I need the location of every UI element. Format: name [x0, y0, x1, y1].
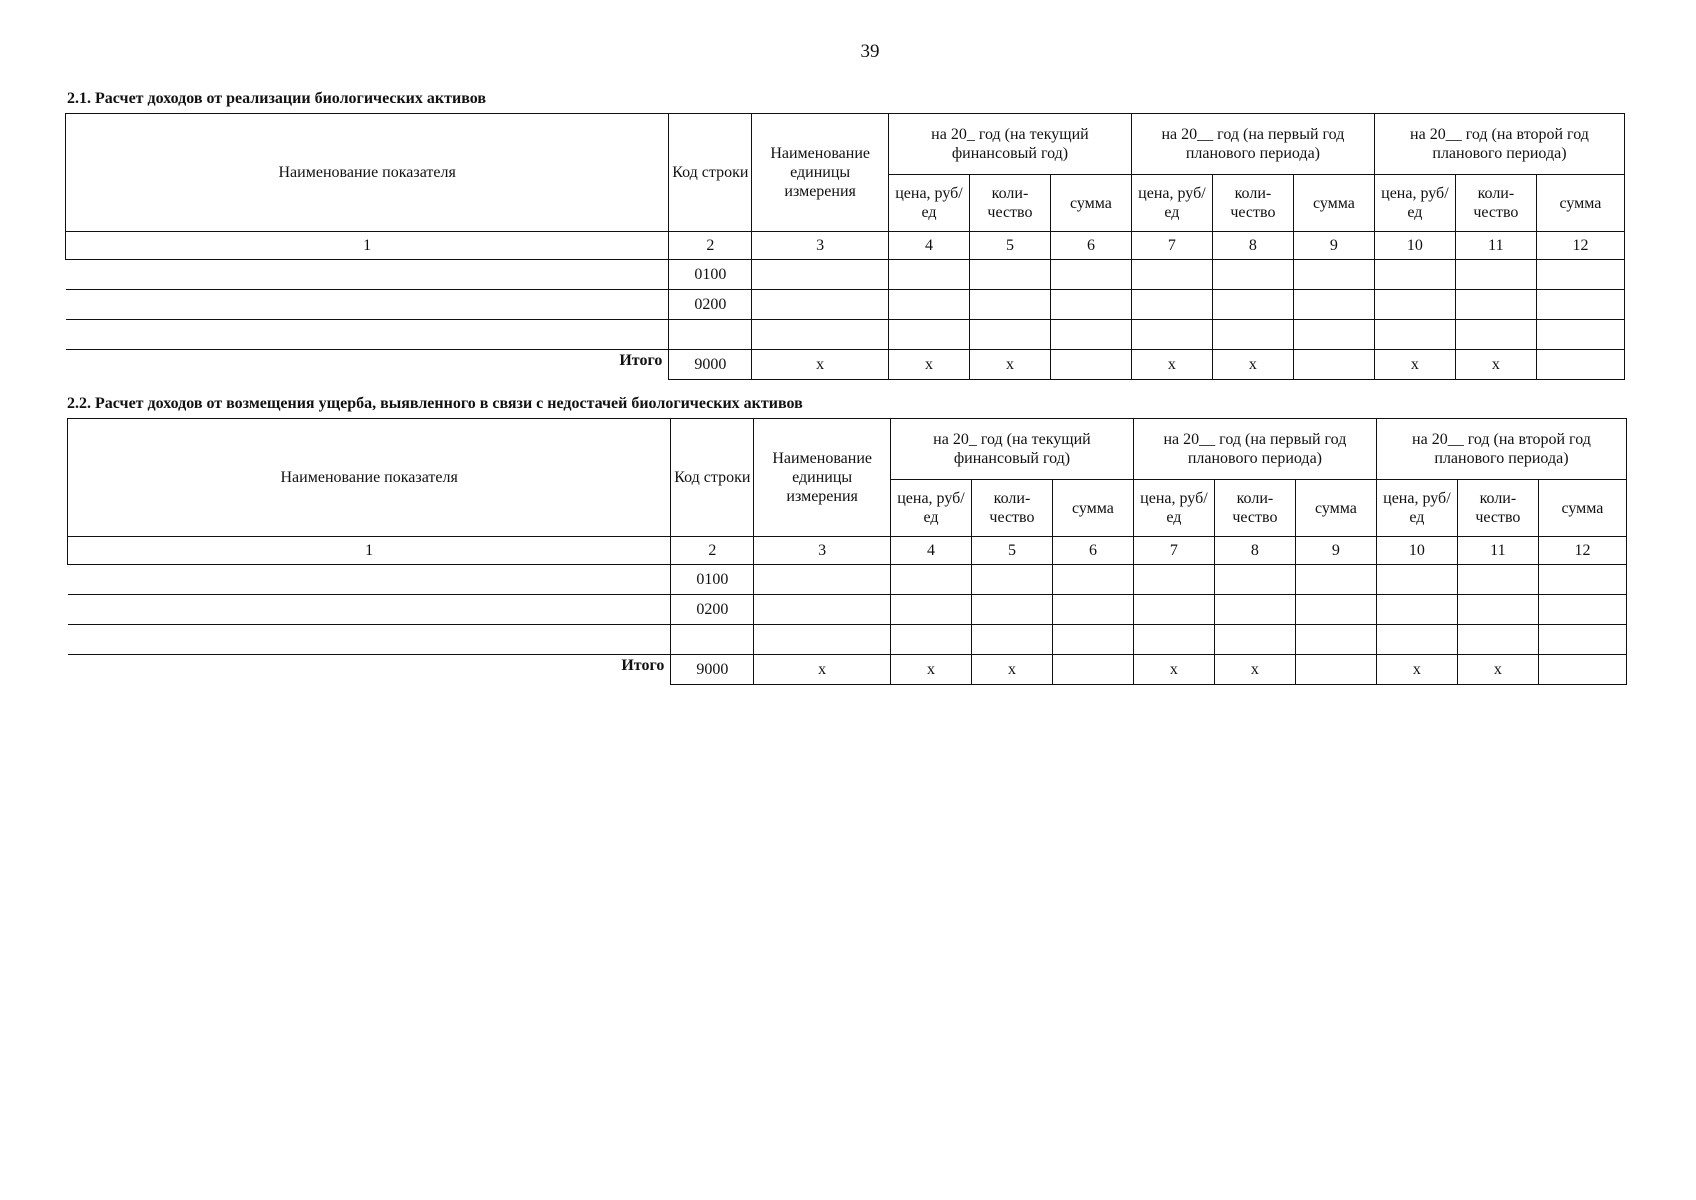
total-cell[interactable]	[1538, 655, 1626, 685]
data-cell[interactable]	[1293, 320, 1374, 350]
data-cell[interactable]	[754, 565, 891, 595]
total-cell: x	[754, 655, 891, 685]
total-cell: x	[1457, 655, 1538, 685]
column-number: 6	[1052, 537, 1133, 565]
header-quantity: коли-чество	[969, 175, 1050, 232]
data-cell[interactable]	[1052, 595, 1133, 625]
page-number: 39	[860, 41, 880, 62]
column-number: 11	[1457, 537, 1538, 565]
data-cell[interactable]	[1052, 565, 1133, 595]
data-cell[interactable]	[1293, 260, 1374, 290]
column-number: 12	[1538, 537, 1626, 565]
total-cell: x	[752, 350, 889, 380]
data-cell[interactable]	[1457, 625, 1538, 655]
total-cell: x	[1455, 350, 1536, 380]
indicator-name-cell[interactable]	[68, 565, 671, 595]
data-cell[interactable]	[890, 595, 971, 625]
total-label: Итого	[68, 655, 671, 685]
header-sum: сумма	[1052, 480, 1133, 537]
data-cell[interactable]	[1455, 290, 1536, 320]
data-cell[interactable]	[1133, 565, 1214, 595]
column-number: 10	[1376, 537, 1457, 565]
header-quantity: коли-чество	[1214, 480, 1295, 537]
header-period-current: на 20_ год (на текущий финансовый год)	[890, 419, 1133, 480]
table-row	[68, 625, 1627, 655]
total-cell: x	[969, 350, 1050, 380]
data-cell[interactable]	[890, 625, 971, 655]
column-number: 2	[671, 537, 754, 565]
column-number: 7	[1133, 537, 1214, 565]
column-number: 1	[68, 537, 671, 565]
section-title-2-2: 2.2. Расчет доходов от возмещения ущерба, выявленного в связи с недостачей биологических активов	[67, 395, 803, 412]
header-row-code: Код строки	[671, 419, 754, 537]
header-period-second-plan: на 20__ год (на второй год планового периода)	[1374, 114, 1624, 175]
data-cell[interactable]	[969, 260, 1050, 290]
data-cell[interactable]	[1376, 595, 1457, 625]
data-cell[interactable]	[1457, 565, 1538, 595]
data-cell[interactable]	[1295, 625, 1376, 655]
data-cell[interactable]	[1538, 625, 1626, 655]
data-cell[interactable]	[1455, 260, 1536, 290]
data-cell[interactable]	[1374, 320, 1455, 350]
indicator-name-cell[interactable]	[66, 320, 669, 350]
total-cell[interactable]	[1536, 350, 1624, 380]
header-period-current: на 20_ год (на текущий финансовый год)	[888, 114, 1131, 175]
table-row	[68, 565, 1627, 595]
data-cell[interactable]	[890, 565, 971, 595]
header-indicator-name: Наименование показателя	[66, 114, 669, 232]
data-cell[interactable]	[888, 260, 969, 290]
data-cell[interactable]	[888, 290, 969, 320]
header-unit-name: Наименование единицы измерения	[754, 419, 891, 537]
data-cell[interactable]	[1212, 320, 1293, 350]
column-number: 4	[888, 232, 969, 260]
header-price: цена, руб/ед	[1374, 175, 1455, 232]
row-code-cell: 0200	[669, 290, 752, 320]
column-number: 10	[1374, 232, 1455, 260]
total-cell: x	[1376, 655, 1457, 685]
column-number: 3	[752, 232, 889, 260]
indicator-name-cell[interactable]	[68, 595, 671, 625]
data-cell[interactable]	[1457, 595, 1538, 625]
section-title-2-1: 2.1. Расчет доходов от реализации биологических активов	[67, 90, 486, 107]
data-cell[interactable]	[1538, 565, 1626, 595]
data-cell[interactable]	[971, 565, 1052, 595]
data-cell[interactable]	[969, 290, 1050, 320]
header-unit-name: Наименование единицы измерения	[752, 114, 889, 232]
data-cell[interactable]	[752, 320, 889, 350]
column-number: 8	[1214, 537, 1295, 565]
column-number: 6	[1050, 232, 1131, 260]
column-number: 9	[1293, 232, 1374, 260]
data-cell[interactable]	[754, 595, 891, 625]
header-price: цена, руб/ед	[888, 175, 969, 232]
total-code: 9000	[669, 350, 752, 380]
data-cell[interactable]	[1050, 290, 1131, 320]
header-sum: сумма	[1295, 480, 1376, 537]
data-cell[interactable]	[1131, 320, 1212, 350]
header-price: цена, руб/ед	[1131, 175, 1212, 232]
table-row	[68, 595, 1627, 625]
header-row-code: Код строки	[669, 114, 752, 232]
data-cell[interactable]	[1050, 320, 1131, 350]
indicator-name-cell[interactable]	[66, 290, 669, 320]
header-sum: сумма	[1536, 175, 1624, 232]
data-cell[interactable]	[752, 290, 889, 320]
total-cell: x	[1374, 350, 1455, 380]
header-period-second-plan: на 20__ год (на второй год планового периода)	[1376, 419, 1626, 480]
data-cell[interactable]	[1374, 260, 1455, 290]
total-cell[interactable]	[1293, 350, 1374, 380]
table-row	[66, 290, 1625, 320]
indicator-name-cell[interactable]	[66, 260, 669, 290]
data-cell[interactable]	[1536, 290, 1624, 320]
data-cell[interactable]	[752, 260, 889, 290]
total-cell[interactable]	[1052, 655, 1133, 685]
total-cell: x	[971, 655, 1052, 685]
row-code-cell	[669, 320, 752, 350]
data-cell[interactable]	[969, 320, 1050, 350]
column-number: 3	[754, 537, 891, 565]
column-number: 4	[890, 537, 971, 565]
header-price: цена, руб/ед	[1376, 480, 1457, 537]
column-number: 11	[1455, 232, 1536, 260]
row-code-cell: 0200	[671, 595, 754, 625]
table-2-2	[67, 418, 1627, 685]
data-cell[interactable]	[1214, 565, 1295, 595]
header-indicator-name: Наименование показателя	[68, 419, 671, 537]
data-cell[interactable]	[1212, 260, 1293, 290]
header-quantity: коли-чество	[971, 480, 1052, 537]
header-period-first-plan: на 20__ год (на первый год планового периода)	[1131, 114, 1374, 175]
table-2-1	[65, 113, 1625, 380]
header-sum: сумма	[1293, 175, 1374, 232]
data-cell[interactable]	[1052, 625, 1133, 655]
table-row	[66, 320, 1625, 350]
header-price: цена, руб/ед	[1133, 480, 1214, 537]
total-cell: x	[1212, 350, 1293, 380]
data-cell[interactable]	[1131, 290, 1212, 320]
header-quantity: коли-чество	[1455, 175, 1536, 232]
data-cell[interactable]	[971, 595, 1052, 625]
header-sum: сумма	[1538, 480, 1626, 537]
column-number: 9	[1295, 537, 1376, 565]
header-period-first-plan: на 20__ год (на первый год планового периода)	[1133, 419, 1376, 480]
data-cell[interactable]	[1374, 290, 1455, 320]
data-cell[interactable]	[1212, 290, 1293, 320]
row-code-cell	[671, 625, 754, 655]
data-cell[interactable]	[1133, 625, 1214, 655]
column-number: 7	[1131, 232, 1212, 260]
total-cell: x	[890, 655, 971, 685]
total-cell: x	[888, 350, 969, 380]
header-quantity: коли-чество	[1457, 480, 1538, 537]
column-number: 5	[969, 232, 1050, 260]
column-number: 5	[971, 537, 1052, 565]
total-cell: x	[1214, 655, 1295, 685]
data-cell[interactable]	[1133, 595, 1214, 625]
total-label: Итого	[66, 350, 669, 380]
header-quantity: коли-чество	[1212, 175, 1293, 232]
data-cell[interactable]	[1214, 595, 1295, 625]
data-cell[interactable]	[1293, 290, 1374, 320]
total-cell: x	[1131, 350, 1212, 380]
data-cell[interactable]	[1295, 565, 1376, 595]
data-cell[interactable]	[1536, 260, 1624, 290]
data-cell[interactable]	[1538, 595, 1626, 625]
data-cell[interactable]	[1376, 625, 1457, 655]
header-sum: сумма	[1050, 175, 1131, 232]
row-code-cell: 0100	[671, 565, 754, 595]
column-number: 8	[1212, 232, 1293, 260]
total-row	[68, 655, 1627, 685]
data-cell[interactable]	[1376, 565, 1457, 595]
data-cell[interactable]	[1455, 320, 1536, 350]
data-cell[interactable]	[1295, 595, 1376, 625]
header-price: цена, руб/ед	[890, 480, 971, 537]
total-code: 9000	[671, 655, 754, 685]
data-cell[interactable]	[1214, 625, 1295, 655]
total-cell: x	[1133, 655, 1214, 685]
row-code-cell: 0100	[669, 260, 752, 290]
table-row	[66, 260, 1625, 290]
data-cell[interactable]	[1131, 260, 1212, 290]
data-cell[interactable]	[1536, 320, 1624, 350]
total-cell[interactable]	[1050, 350, 1131, 380]
total-cell[interactable]	[1295, 655, 1376, 685]
data-cell[interactable]	[1050, 260, 1131, 290]
column-number: 12	[1536, 232, 1624, 260]
total-row	[66, 350, 1625, 380]
data-cell[interactable]	[754, 625, 891, 655]
data-cell[interactable]	[888, 320, 969, 350]
indicator-name-cell[interactable]	[68, 625, 671, 655]
column-number: 1	[66, 232, 669, 260]
column-number: 2	[669, 232, 752, 260]
data-cell[interactable]	[971, 625, 1052, 655]
